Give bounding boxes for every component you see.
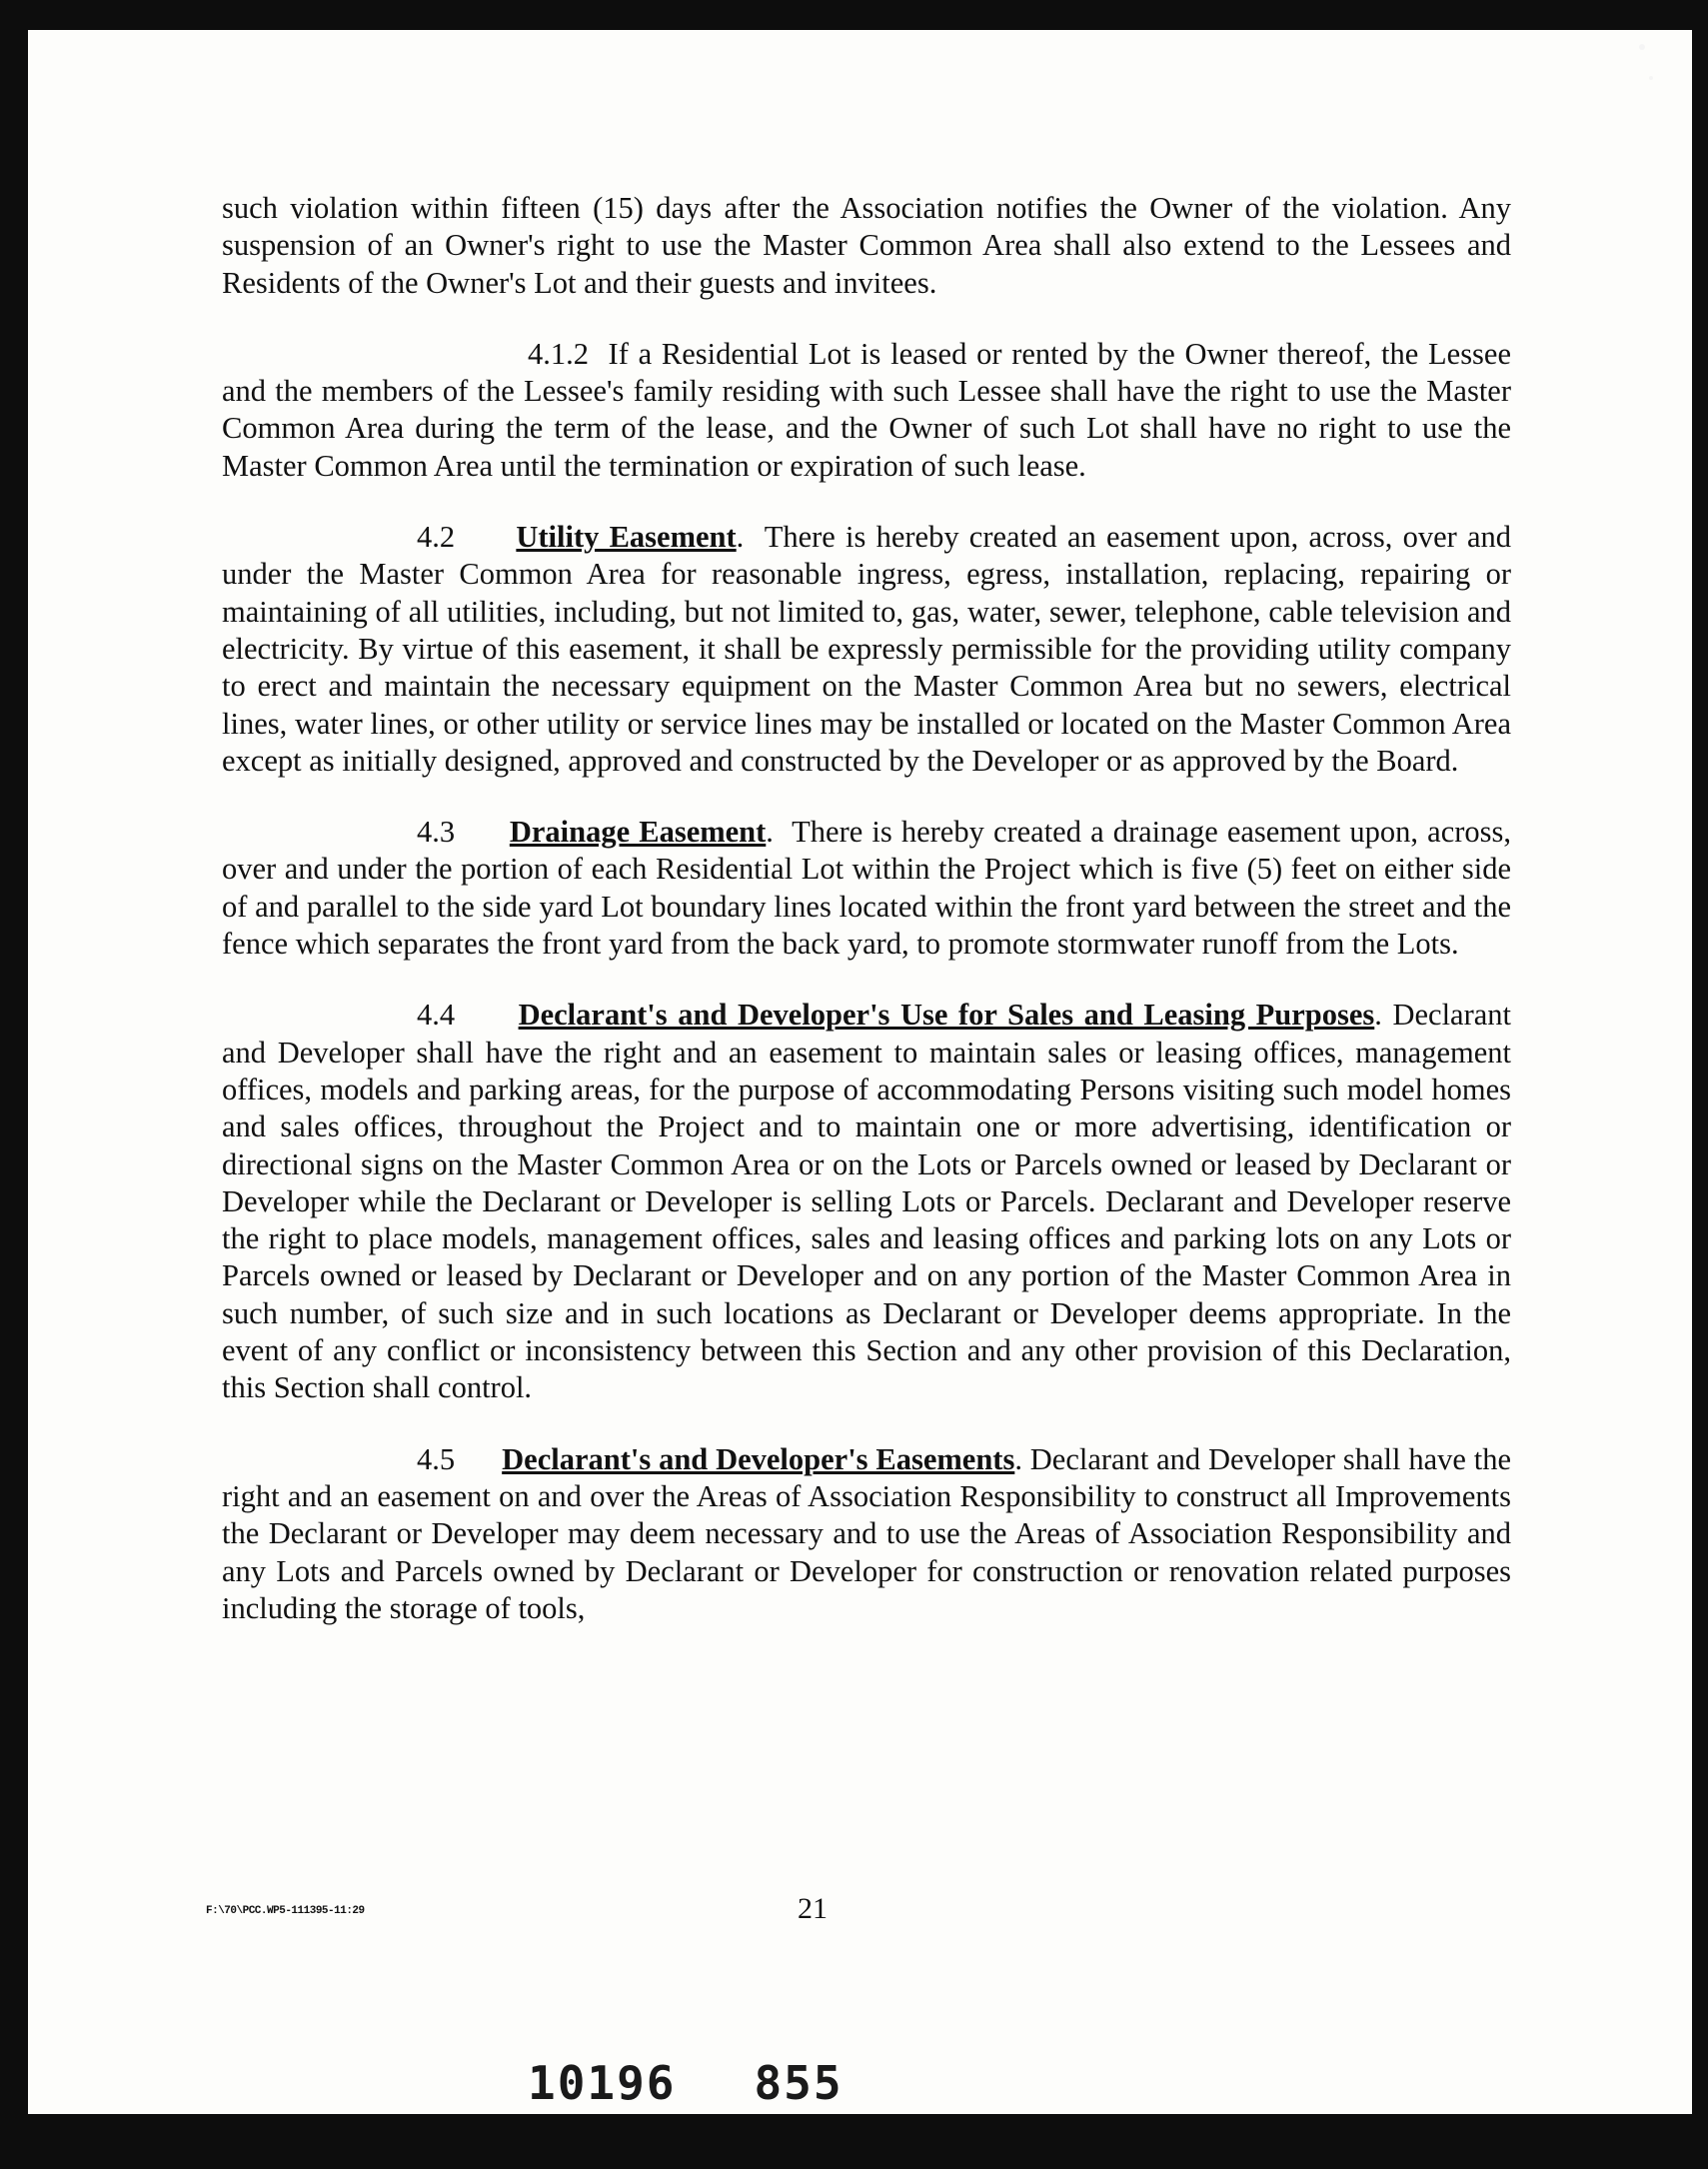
section-number-4-4: 4.4 [417, 998, 456, 1033]
paragraph-4-1-2 [222, 336, 1511, 485]
recording-page-number: 855 [754, 2056, 844, 2110]
recording-stamp [528, 2056, 844, 2110]
paragraph-4-4: 4.4 Declarant's and Developer's Use for Sales and Leasing Purposes. Declarant and Developer shall have the right and an easement to maintain sales or leasing offices, management offices, models and parking areas, for the purpose of accommodating Persons visiting such model homes and sales offices, throughout the Project and to maintain one or more advertising, identification or directional signs on the Master Common Area or on the Lots or Parcels owned or leased by Declarant or Developer while the Declarant or Developer is selling Lots or Parcels. Declarant and Developer reserve the right to place models, management offices, sales and leasing offices and parking lots on any Lots or Parcels owned or leased by Declarant or Developer and on any portion of the Master Common Area in such number, of such size and in such locations as Declarant or Developer deems appropriate. In the event of any conflict or inconsistency between this Section and any other provision of this Declaration, this Section shall control. [222, 998, 1512, 1405]
section-title-drainage-easement: Drainage Easement [509, 815, 767, 850]
document-body [222, 190, 1511, 1661]
section-title-developer-easements: Declarant's and Developer's Easements [502, 1441, 1015, 1476]
section-title-utility-easement: Utility Easement [516, 520, 737, 555]
section-number-4-2: 4.2 [417, 520, 456, 555]
section-title-sales-leasing: Declarant's and Developer's Use for Sales and Leasing Purposes [518, 998, 1375, 1033]
recording-book-number: 10196 [528, 2056, 677, 2110]
paragraph-4-2: 4.2 Utility Easement. There is hereby created an easement upon, across, over and under the Master Common Area for reasonable ingress, egress, installation, replacing, repairing or maintaining of all utilities, including, but not limited to, gas, water, sewer, telephone, cable television and electricity. By virtue of this easement, it shall be expressly permissible for the providing utility company to erect and maintain the necessary equipment on the Master Common Area but no sewers, electrical lines, water lines, or other utility or service lines may be installed or located on the Master Common Area except as initially designed, approved and constructed by the Developer or as approved by the Board. [222, 520, 1512, 778]
page-number: 21 [798, 1892, 828, 1925]
section-text-4-2: There is hereby created an easement upon, across, over and under the Master Common Area for reasonable ingress, egress, installation, replacing, repairing or maintaining of all utilities, including, but not limited to, gas, water, sewer, telephone, cable television and electricity. By virtue of this easement, it shall be expressly permissible for the providing utility company to erect and maintain the necessary equipment on the Master Common Area but no sewers, electrical lines, water lines, or other utility or service lines may be installed or located on the Master Common Area except as initially designed, approved and constructed by the Developer or as approved by the Board. [222, 520, 1512, 778]
section-number-4-5: 4.5 [417, 1441, 456, 1476]
section-number-4-3: 4.3 [417, 815, 456, 850]
footer-file-code: F:\70\PCC.WP5-111395-11:29 [206, 1905, 365, 1917]
paragraph-4-5: 4.5 Declarant's and Developer's Easements. Declarant and Developer shall have the right and an easement on and over the Areas of Association Responsibility to construct all Improvements the Declarant or Developer may deem necessary and to use the Areas of Association Responsibility and any Lots and Parcels owned by Declarant or Developer for construction or renovation related purposes including the storage of tools, [222, 1441, 1512, 1625]
paragraph-4-3: 4.3 Drainage Easement. There is hereby created a drainage easement upon, across, over and under the portion of each Residential Lot within the Project which is five (5) feet on either side of and parallel to the side yard Lot boundary lines located within the front yard between the street and the fence which separates the front yard from the back yard, to promote stormwater runoff from the Lots. [222, 815, 1512, 962]
section-number-4-1-2: 4.1.2 [528, 336, 589, 371]
section-text-4-5: Declarant and Developer shall have the right and an easement on and over the Areas of Association Responsibility to construct all Improvements the Declarant or Developer may deem necessary and to use the Areas of Association Responsibility and any Lots and Parcels owned by Declarant or Developer for construction or renovation related purposes including the storage of tools, [222, 1441, 1512, 1625]
section-text-4-4: Declarant and Developer shall have the right and an easement to maintain sales or leasing offices, management offices, models and parking areas, for the purpose of accommodating Persons visiting such model homes and sales offices, throughout the Project and to maintain one or more advertising, identification or directional signs on the Master Common Area or on the Lots or Parcels owned or leased by Declarant or Developer while the Declarant or Developer is selling Lots or Parcels. Declarant and Developer reserve the right to place models, management offices, sales and leasing offices and parking lots on any Lots or Parcels owned or leased by Declarant or Developer and on any portion of the Master Common Area in such number, of such size and in such locations as Declarant or Developer deems appropriate. In the event of any conflict or inconsistency between this Section and any other provision of this Declaration, this Section shall control. [222, 998, 1512, 1405]
paragraph-continuation: such violation within fifteen (15) days after the Association notifies the Owner of the violation. Any suspension of an Owner's right to use the Master Common Area shall also extend to the Lessees and Residents of the Owner's Lot and their guests and invitees. [222, 191, 1511, 300]
section-text-4-1-2: If a Residential Lot is leased or rented by the Owner thereof, the Lessee and the members of the Lessee's family residing with such Lessee shall have the right to use the Master Common Area during the term of the lease, and the Owner of such Lot shall have no right to use the Master Common Area until the termination or expiration of such lease. [222, 336, 1512, 483]
section-text-4-3: There is hereby created a drainage easement upon, across, over and under the portion of each Residential Lot within the Project which is five (5) feet on either side of and parallel to the side yard Lot boundary lines located within the front yard between the street and the fence which separates the front yard from the back yard, to promote stormwater runoff from the Lots. [222, 815, 1512, 962]
